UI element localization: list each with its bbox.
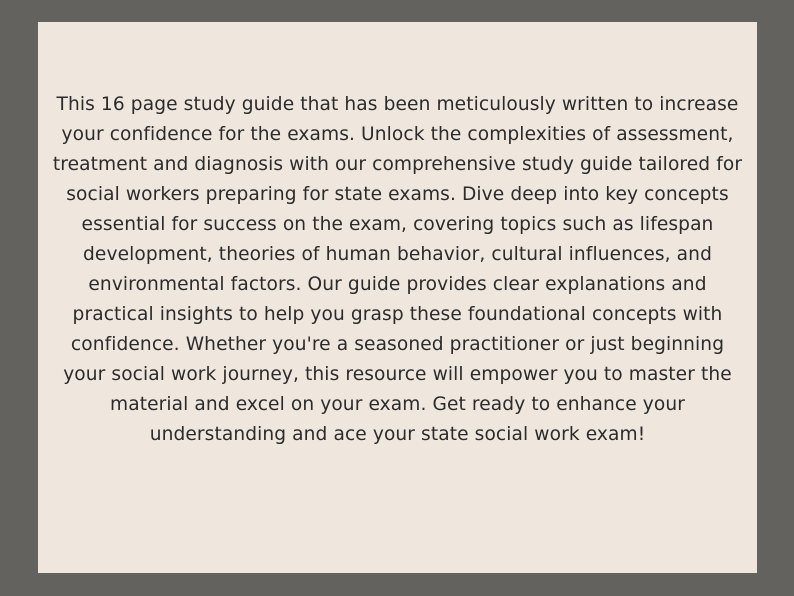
study-guide-description: This 16 page study guide that has been meticulously written to increase your confidence for the exams. Unlock the complexities of assessment, treatment and diagnosis with our comprehensive study guide tailored for social workers preparing for state exams. Dive deep into key concepts essential for success on the exam, covering topics such as lifespan development, theories of human behavior, cultural influences, and environmental factors. Our guide provides clear explanations and practical insights to help you grasp these foundational concepts with confidence. Whether you're a seasoned practitioner or just beginning your social work journey, this resource will empower you to master the material and excel on your exam. Get ready to enhance your understanding and ace your state social work exam! — [52, 94, 743, 445]
description-panel — [38, 22, 757, 573]
